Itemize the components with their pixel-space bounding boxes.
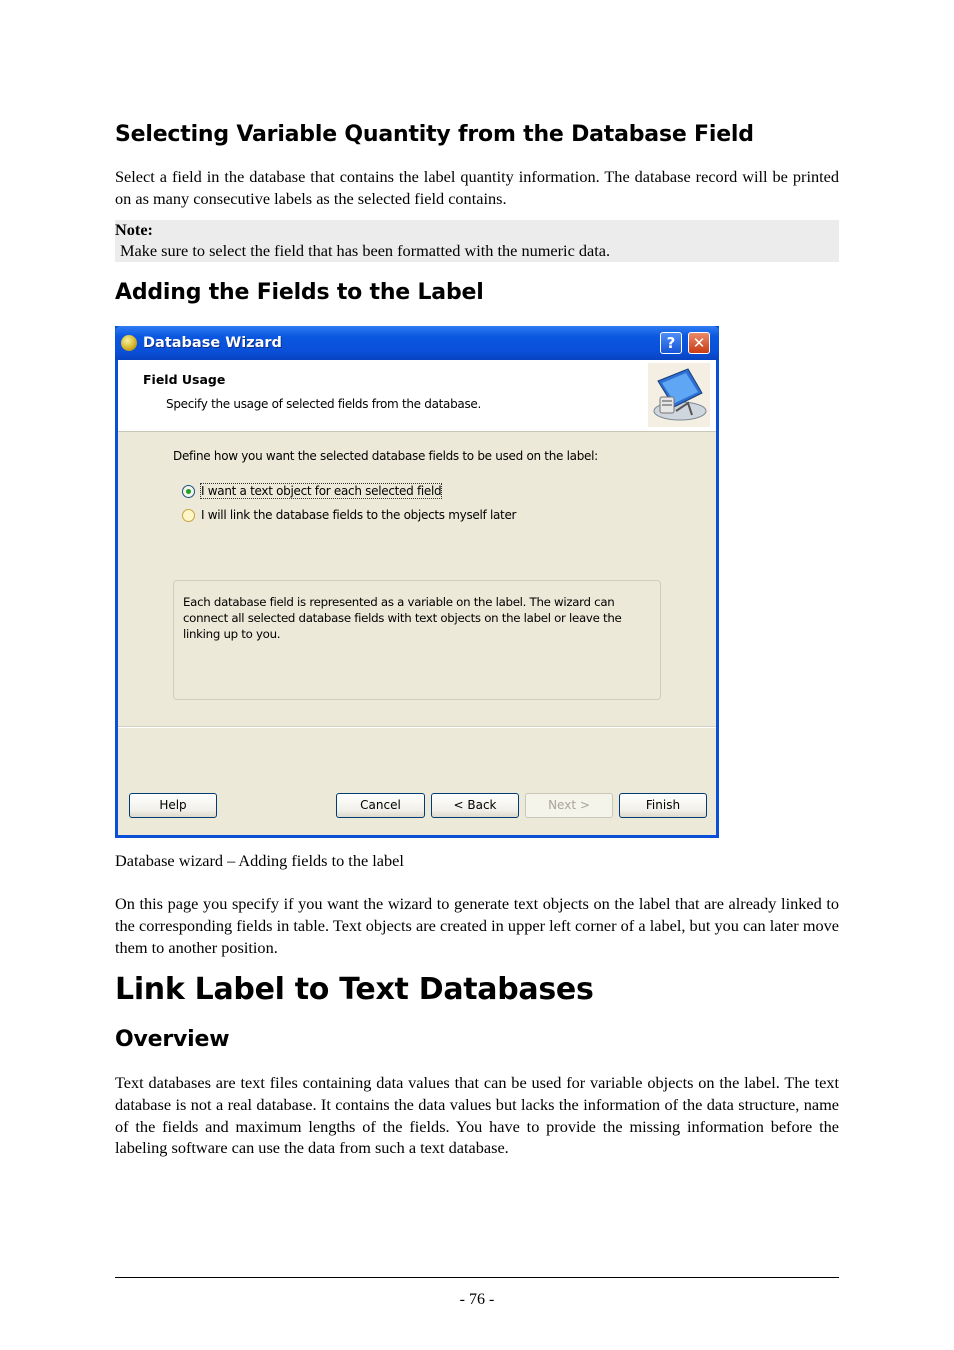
note-box <box>115 220 839 262</box>
finish-button[interactable]: Finish <box>619 793 707 818</box>
dialog-title: Database Wizard <box>143 335 282 351</box>
wizard-header <box>118 360 716 432</box>
database-wizard-dialog <box>115 326 719 838</box>
back-button[interactable]: < Back <box>431 793 519 818</box>
option-label[interactable]: I will link the database fields to the objects myself later <box>201 508 517 522</box>
section-paragraph: Select a field in the database that contains the label quantity information. The database record will be printed on as many consecutive labels as the selected field contains. <box>115 167 839 208</box>
usage-prompt: Define how you want the selected database fields to be used on the label: <box>173 449 598 463</box>
info-text: Each database field is represented as a variable on the label. The wizard can connect all selected database fields with text objects on the label or leave the linking up to you. <box>183 595 622 641</box>
app-icon <box>121 335 137 351</box>
help-button[interactable]: Help <box>129 793 217 818</box>
dialog-client-area <box>118 360 716 835</box>
close-icon[interactable]: ✕ <box>688 332 710 354</box>
info-group-box <box>173 580 661 700</box>
page-number: - 76 - <box>459 1291 495 1308</box>
wizard-step-title: Field Usage <box>143 372 226 387</box>
cancel-button[interactable]: Cancel <box>336 793 425 818</box>
footer-rule <box>115 1277 839 1278</box>
wizard-step-subtitle: Specify the usage of selected fields from the database. <box>166 397 482 411</box>
dialog-titlebar[interactable] <box>115 326 719 360</box>
overview-paragraph: Text databases are text files containing data values that can be used for variable objects on the label. The text database is not a real database. It contains the data values but lacks the information of the data structure, name of the fields and maximum lengths of the fields. You have to provide the missing information before the labeling software can use the data from such a text database. <box>115 1073 839 1158</box>
overview-heading: Overview <box>115 1027 230 1052</box>
figure-caption: Database wizard – Adding fields to the label <box>115 851 404 870</box>
database-wizard-icon <box>648 363 710 427</box>
chapter-heading: Link Label to Text Databases <box>115 972 594 1007</box>
note-text: Make sure to select the field that has been formatted with the numeric data. <box>120 241 611 260</box>
radio-unselected-icon[interactable] <box>182 509 195 522</box>
section-heading-adding-fields: Adding the Fields to the Label <box>115 280 484 305</box>
section-heading-variable-quantity: Selecting Variable Quantity from the Database Field <box>115 122 754 147</box>
body-paragraph: On this page you specify if you want the wizard to generate text objects on the label that are already linked to the corresponding fields in table. Text objects are created in upper left corner of a label, but you can later move them to another position. <box>115 894 839 957</box>
next-button[interactable]: Next > <box>525 793 613 818</box>
help-icon[interactable]: ? <box>660 332 682 354</box>
option-label[interactable]: I want a text object for each selected field <box>201 484 442 498</box>
radio-selected-icon[interactable] <box>182 485 195 498</box>
note-title: Note: <box>115 220 153 239</box>
footer-separator <box>118 726 716 728</box>
